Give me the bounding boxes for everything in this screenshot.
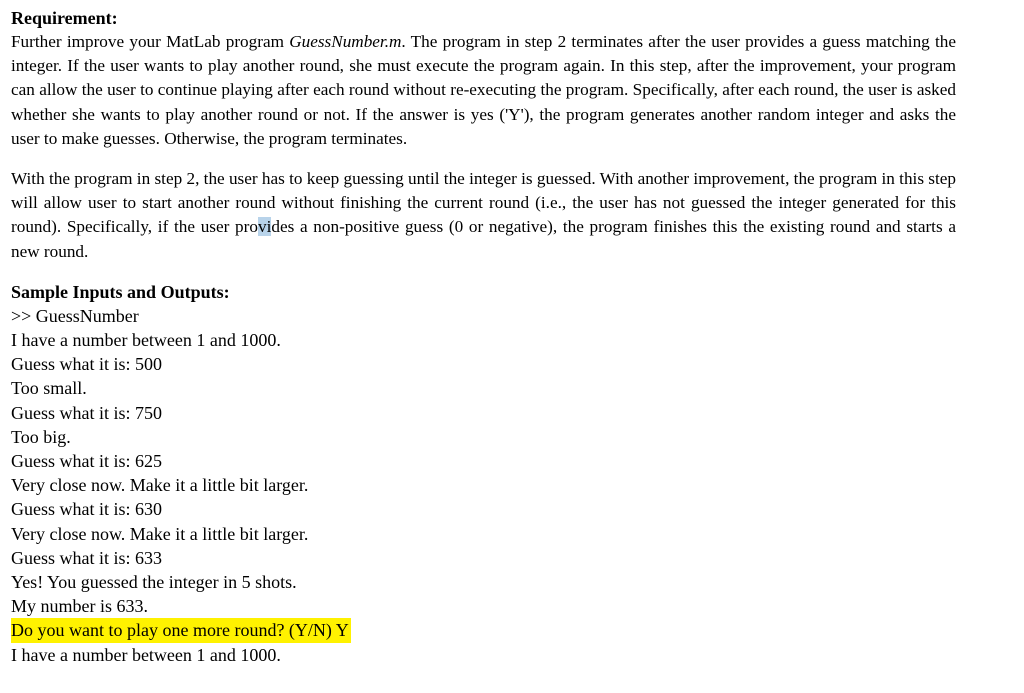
- io-line: I have a number between 1 and 1000.: [11, 330, 281, 351]
- requirement-paragraph-1: [11, 30, 956, 151]
- io-line: Yes! You guessed the integer in 5 shots.: [11, 572, 297, 593]
- requirement-heading: Requirement:: [11, 8, 118, 28]
- io-line-last: I have a number between 1 and 1000.: [11, 644, 281, 665]
- para1-text-a: Further improve your MatLab program: [11, 32, 290, 51]
- io-line: Guess what it is: 500: [11, 354, 162, 375]
- io-line: Too big.: [11, 426, 71, 447]
- text-selection[interactable]: vi: [257, 217, 272, 237]
- para2-text-b: des a non-positive guess (0 or negative), the program finishes this the existing round and starts a new round.: [11, 217, 956, 261]
- document: [11, 6, 956, 667]
- io-line: My number is 633.: [11, 596, 148, 617]
- program-filename: GuessNumber.m: [289, 32, 402, 51]
- io-line: Guess what it is: 750: [11, 402, 162, 423]
- sample-io-block: [11, 304, 956, 667]
- io-line: >> GuessNumber: [11, 305, 139, 326]
- highlighted-prompt-line: [11, 618, 956, 642]
- io-line: Very close now. Make it a little bit larger.: [11, 523, 309, 544]
- io-line: Guess what it is: 630: [11, 499, 162, 520]
- requirement-paragraph-2: [11, 167, 956, 264]
- io-line: Very close now. Make it a little bit larger.: [11, 475, 309, 496]
- io-line: Guess what it is: 625: [11, 451, 162, 472]
- highlighted-prompt: Do you want to play one more round? (Y/N) Y: [11, 618, 351, 642]
- para1-text-b: . The program in step 2 terminates after the user provides a guess matching the integer. If the user wants to play another round, she must execute the program again. In this step, after the improvement, your program can allow the user to continue playing after each round without re-executing the program. Specifically, after each round, the user is asked whether she wants to play another round or not. If the answer is yes ('Y'), the program generates another random integer and asks the user to make guesses. Otherwise, the program terminates.: [11, 32, 957, 148]
- io-line: Too small.: [11, 378, 87, 399]
- io-line: Guess what it is: 633: [11, 547, 162, 568]
- para2-text-a: With the program in step 2, the user has to keep guessing until the integer is guessed. With another improvement, the program in this step will allow user to start another round without finishing the current round (i.e., the user has not guessed the integer generated for this round). Specifically, if the user pro: [11, 169, 956, 237]
- sample-heading: Sample Inputs and Outputs:: [11, 281, 230, 302]
